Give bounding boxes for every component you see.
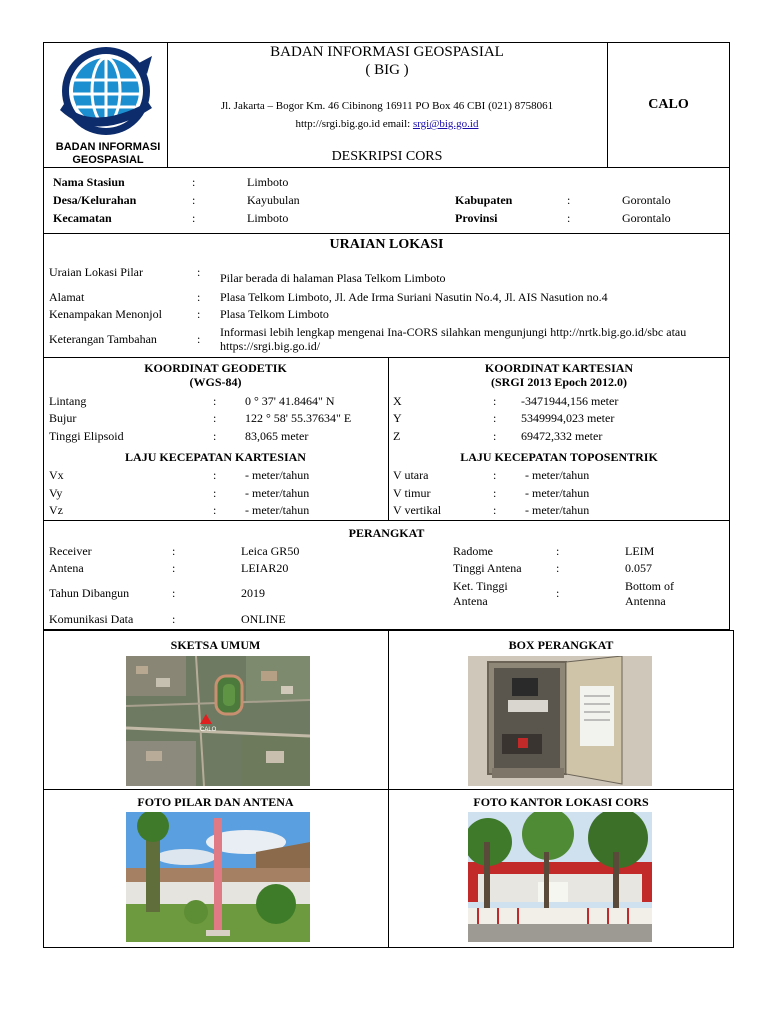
vy-value: - meter/tahun [245, 486, 310, 500]
antena-value: LEIAR20 [241, 561, 289, 575]
station-code: CALO [648, 97, 689, 112]
receiver-label: Receiver [49, 544, 92, 558]
kartesian-subtitle: (SRGI 2013 Epoch 2012.0) [490, 375, 627, 389]
bujur-label: Bujur [49, 411, 77, 425]
sketsa-map-image [126, 656, 310, 786]
nama-stasiun-label: Nama Stasiun [53, 175, 125, 189]
antena-label: Antena [49, 561, 84, 575]
lintang-value: 0 ° 37' 41.8464" N [245, 394, 335, 408]
ket-tinggi-label-line1: Ket. Tinggi [453, 579, 508, 593]
vz-label: Vz [49, 503, 63, 517]
radome-label: Radome [453, 544, 493, 558]
alamat-label: Alamat [49, 290, 85, 304]
colon: : [197, 290, 201, 304]
colon: : [213, 486, 217, 500]
kantor-title: FOTO KANTOR LOKASI CORS [473, 795, 649, 809]
kecamatan-label: Kecamatan [53, 211, 112, 225]
receiver-value: Leica GR50 [241, 544, 300, 558]
colon: : [556, 561, 560, 575]
colon: : [493, 503, 497, 517]
colon: : [172, 586, 176, 600]
tinggi-antena-label: Tinggi Antena [453, 561, 522, 575]
coord-bottom-line [43, 520, 730, 521]
colon: : [213, 503, 217, 517]
colon: : [556, 544, 560, 558]
v-utara-value: - meter/tahun [525, 468, 590, 482]
ket-tinggi-label-line2: Antena [453, 594, 488, 608]
bujur-value: 122 ° 58' 55.37634" E [245, 411, 352, 425]
colon: : [192, 193, 196, 207]
colon: : [172, 561, 176, 575]
header-bottom-line [43, 167, 730, 168]
org-address: Jl. Jakarta – Bogor Km. 46 Cibinong 16911 PO Box 46 CBI (021) 8758061 [220, 100, 554, 112]
geodetik-title: KOORDINAT GEODETIK [144, 361, 287, 375]
tahun-dibangun-value: 2019 [241, 586, 265, 600]
colon: : [493, 411, 497, 425]
logo-text-line2: GEOSPASIAL [72, 154, 144, 166]
vz-value: - meter/tahun [245, 503, 310, 517]
kenampakan-label: Kenampakan Menonjol [49, 307, 162, 321]
colon: : [493, 486, 497, 500]
colon: : [213, 394, 217, 408]
uraian-bottom-line [43, 357, 730, 358]
y-value: 5349994,023 meter [521, 411, 615, 425]
desa-value: Kayubulan [247, 193, 300, 207]
keterangan-label: Keterangan Tambahan [49, 332, 157, 346]
org-web-email [167, 117, 607, 131]
colon: : [172, 612, 176, 626]
keterangan-value-line1: Informasi lebih lengkap mengenai Ina-CORS silahkan mengunjungi http://nrtk.big.go.id/sbc atau [220, 325, 687, 339]
sketsa-title: SKETSA UMUM [170, 638, 261, 652]
email-link[interactable]: srgi@big.go.id [412, 118, 479, 130]
colon: : [567, 211, 571, 225]
web-text: http://srgi.big.go.id email: [295, 118, 413, 130]
tahun-dibangun-label: Tahun Dibangun [49, 586, 130, 600]
pilar-value: Pilar berada di halaman Plasa Telkom Limboto [220, 271, 446, 285]
kabupaten-label: Kabupaten [455, 193, 513, 207]
station-bottom-line [43, 233, 730, 234]
vx-value: - meter/tahun [245, 468, 310, 482]
colon: : [567, 193, 571, 207]
komunikasi-label: Komunikasi Data [49, 612, 134, 626]
uraian-title: URAIAN LOKASI [329, 237, 444, 252]
map-marker-label: CALO [200, 727, 217, 733]
colon: : [213, 468, 217, 482]
tinggi-antena-value: 0.057 [625, 561, 652, 575]
laju-kartesian-title: LAJU KECEPATAN KARTESIAN [125, 450, 306, 464]
geodetik-subtitle: (WGS-84) [189, 375, 242, 389]
pilar-label: Uraian Lokasi Pilar [49, 265, 143, 279]
v-vertikal-value: - meter/tahun [525, 503, 590, 517]
x-value: -3471944,156 meter [521, 394, 619, 408]
z-label: Z [393, 429, 401, 443]
perangkat-title: PERANGKAT [348, 526, 425, 540]
v-vertikal-label: V vertikal [393, 503, 442, 517]
ket-tinggi-value-line1: Bottom of [625, 579, 675, 593]
org-name: BADAN INFORMASI GEOSPASIAL [270, 44, 504, 60]
box-perangkat-title: BOX PERANGKAT [508, 638, 614, 652]
komunikasi-value: ONLINE [241, 612, 286, 626]
colon: : [192, 175, 196, 189]
alamat-value: Plasa Telkom Limboto, Jl. Ade Irma Suriani Nasutin No.4, Jl. AIS Nasution no.4 [220, 290, 608, 304]
pilar-antena-title: FOTO PILAR DAN ANTENA [137, 795, 294, 809]
v-utara-label: V utara [393, 468, 429, 482]
big-logo [52, 44, 164, 166]
tinggi-elipsoid-label: Tinggi Elipsoid [49, 429, 124, 443]
globe-logo-icon [52, 44, 164, 142]
tinggi-elipsoid-value: 83,065 meter [245, 429, 309, 443]
colon: : [493, 468, 497, 482]
kenampakan-value: Plasa Telkom Limboto [220, 307, 329, 321]
desa-label: Desa/Kelurahan [53, 193, 137, 207]
lintang-label: Lintang [49, 394, 87, 408]
vx-label: Vx [49, 468, 64, 482]
colon: : [493, 394, 497, 408]
colon: : [172, 544, 176, 558]
radome-value: LEIM [625, 544, 655, 558]
kabupaten-value: Gorontalo [622, 193, 671, 207]
colon: : [213, 411, 217, 425]
x-label: X [393, 394, 402, 408]
keterangan-value-line2: https://srgi.big.go.id/ [220, 339, 321, 353]
box-perangkat-photo [468, 656, 652, 786]
pilar-antena-photo [126, 812, 310, 942]
z-value: 69472,332 meter [521, 429, 603, 443]
colon: : [197, 332, 201, 346]
kecamatan-value: Limboto [247, 211, 289, 225]
colon: : [192, 211, 196, 225]
nama-stasiun-value: Limboto [247, 175, 289, 189]
ket-tinggi-value-line2: Antenna [625, 594, 666, 608]
colon: : [197, 265, 201, 279]
colon: : [213, 429, 217, 443]
v-timur-label: V timur [393, 486, 431, 500]
doc-title: DESKRIPSI CORS [331, 149, 443, 164]
provinsi-label: Provinsi [455, 211, 498, 225]
vy-label: Vy [49, 486, 63, 500]
kartesian-title: KOORDINAT KARTESIAN [484, 361, 634, 375]
y-label: Y [393, 411, 402, 425]
colon: : [493, 429, 497, 443]
kantor-cors-photo [468, 812, 652, 942]
org-abbr: ( BIG ) [365, 62, 409, 78]
colon: : [556, 586, 560, 600]
v-timur-value: - meter/tahun [525, 486, 590, 500]
provinsi-value: Gorontalo [622, 211, 671, 225]
photo-divider-horizontal [43, 789, 734, 790]
laju-toposentrik-title: LAJU KECEPATAN TOPOSENTRIK [460, 450, 658, 464]
logo-text-line1: BADAN INFORMASI [55, 141, 161, 153]
colon: : [197, 307, 201, 321]
